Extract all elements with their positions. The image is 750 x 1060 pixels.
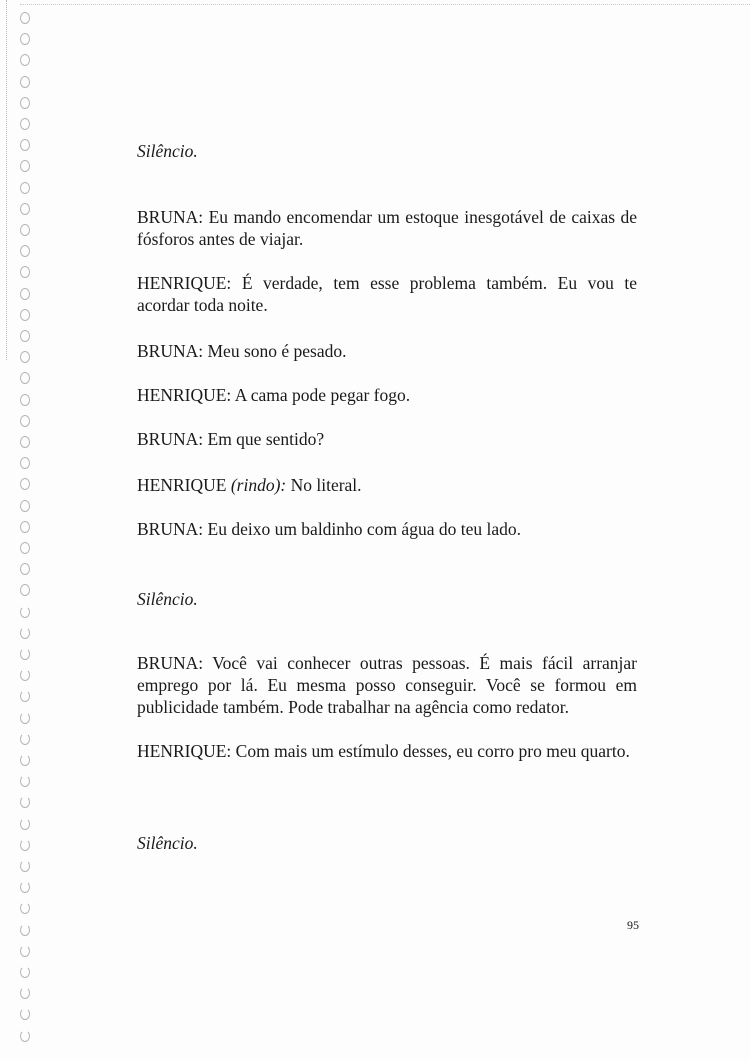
binder-hole bbox=[20, 1030, 30, 1042]
binder-hole bbox=[20, 1008, 30, 1020]
binder-hole bbox=[20, 500, 30, 512]
binder-hole bbox=[20, 627, 30, 639]
speaker-name: BRUNA: bbox=[137, 519, 204, 539]
binder-hole bbox=[20, 76, 30, 88]
dialogue-line-9 bbox=[137, 740, 637, 762]
dialogue-text: Em que sentido? bbox=[207, 429, 325, 449]
dialogue-line-8 bbox=[137, 652, 637, 718]
speaker-name: HENRIQUE: bbox=[137, 273, 232, 293]
speaker-name: BRUNA: bbox=[137, 653, 204, 673]
stage-direction-1: Silêncio. bbox=[137, 141, 198, 161]
binder-hole bbox=[20, 394, 30, 406]
binder-hole bbox=[20, 839, 30, 851]
dialogue-line-1 bbox=[137, 206, 637, 250]
dialogue-text: É verdade, tem esse problema também. Eu vou te acordar toda noite. bbox=[137, 273, 638, 315]
binder-hole bbox=[20, 987, 30, 999]
speaker-name: HENRIQUE: bbox=[137, 385, 232, 405]
binder-hole bbox=[20, 12, 30, 24]
dialogue-line-3 bbox=[137, 340, 637, 362]
binder-hole bbox=[20, 563, 30, 575]
page-number: 95 bbox=[627, 918, 639, 932]
speaker-name: HENRIQUE: bbox=[137, 741, 232, 761]
binder-hole bbox=[20, 182, 30, 194]
binder-hole bbox=[20, 415, 30, 427]
parenthetical-direction: (rindo): bbox=[230, 475, 287, 495]
binder-hole bbox=[20, 860, 30, 872]
binder-hole bbox=[20, 966, 30, 978]
dialogue-line-7 bbox=[137, 518, 637, 540]
binder-hole bbox=[20, 97, 30, 109]
binder-hole bbox=[20, 224, 30, 236]
binder-hole bbox=[20, 288, 30, 300]
binder-hole bbox=[20, 478, 30, 490]
binder-hole bbox=[20, 309, 30, 321]
dialogue-line-2 bbox=[137, 272, 637, 316]
binder-hole bbox=[20, 139, 30, 151]
binder-hole bbox=[20, 669, 30, 681]
binder-hole bbox=[20, 330, 30, 342]
binder-hole bbox=[20, 712, 30, 724]
binder-hole bbox=[20, 54, 30, 66]
binder-hole bbox=[20, 648, 30, 660]
binder-hole bbox=[20, 754, 30, 766]
stage-direction-2: Silêncio. bbox=[137, 589, 198, 609]
binder-hole bbox=[20, 266, 30, 278]
binder-hole bbox=[20, 818, 30, 830]
speaker-name: HENRIQUE bbox=[137, 475, 227, 495]
dialogue-line-6 bbox=[137, 474, 637, 496]
dialogue-text: A cama pode pegar fogo. bbox=[234, 385, 411, 405]
binder-hole bbox=[20, 690, 30, 702]
dialogue-text: Eu deixo um baldinho com água do teu lado. bbox=[207, 519, 521, 539]
binder-hole bbox=[20, 902, 30, 914]
dialogue-text: Com mais um estímulo desses, eu corro pro meu quarto. bbox=[235, 741, 630, 761]
binder-hole bbox=[20, 606, 30, 618]
binder-hole bbox=[20, 118, 30, 130]
binder-hole bbox=[20, 457, 30, 469]
binder-hole bbox=[20, 351, 30, 363]
binder-hole bbox=[20, 203, 30, 215]
binder-hole bbox=[20, 436, 30, 448]
binder-hole bbox=[20, 160, 30, 172]
binder-hole bbox=[20, 945, 30, 957]
binder-hole bbox=[20, 881, 30, 893]
dialogue-text: Você vai conhecer outras pessoas. É mais fácil arranjar emprego por lá. Eu mesma posso conseguir. Você se formou em publicidade também. Pode trabalhar na agência como redator. bbox=[137, 653, 638, 717]
binder-hole bbox=[20, 775, 30, 787]
speaker-name: BRUNA: bbox=[137, 341, 204, 361]
dialogue-text: Eu mando encomendar um estoque inesgotável de caixas de fósforos antes de viajar. bbox=[137, 207, 638, 249]
binder-holes bbox=[0, 0, 40, 1060]
stage-direction-3: Silêncio. bbox=[137, 833, 198, 853]
binder-hole bbox=[20, 33, 30, 45]
dialogue-text: No literal. bbox=[290, 475, 362, 495]
speaker-name: BRUNA: bbox=[137, 207, 204, 227]
speaker-name: BRUNA: bbox=[137, 429, 204, 449]
binder-hole bbox=[20, 796, 30, 808]
binder-hole bbox=[20, 584, 30, 596]
binder-hole bbox=[20, 245, 30, 257]
dialogue-text: Meu sono é pesado. bbox=[207, 341, 347, 361]
binder-hole bbox=[20, 924, 30, 936]
dialogue-line-4 bbox=[137, 384, 637, 406]
binder-hole bbox=[20, 733, 30, 745]
dialogue-line-5 bbox=[137, 428, 637, 450]
binder-hole bbox=[20, 542, 30, 554]
page-top-edge bbox=[20, 4, 750, 5]
binder-hole bbox=[20, 521, 30, 533]
binder-hole bbox=[20, 372, 30, 384]
